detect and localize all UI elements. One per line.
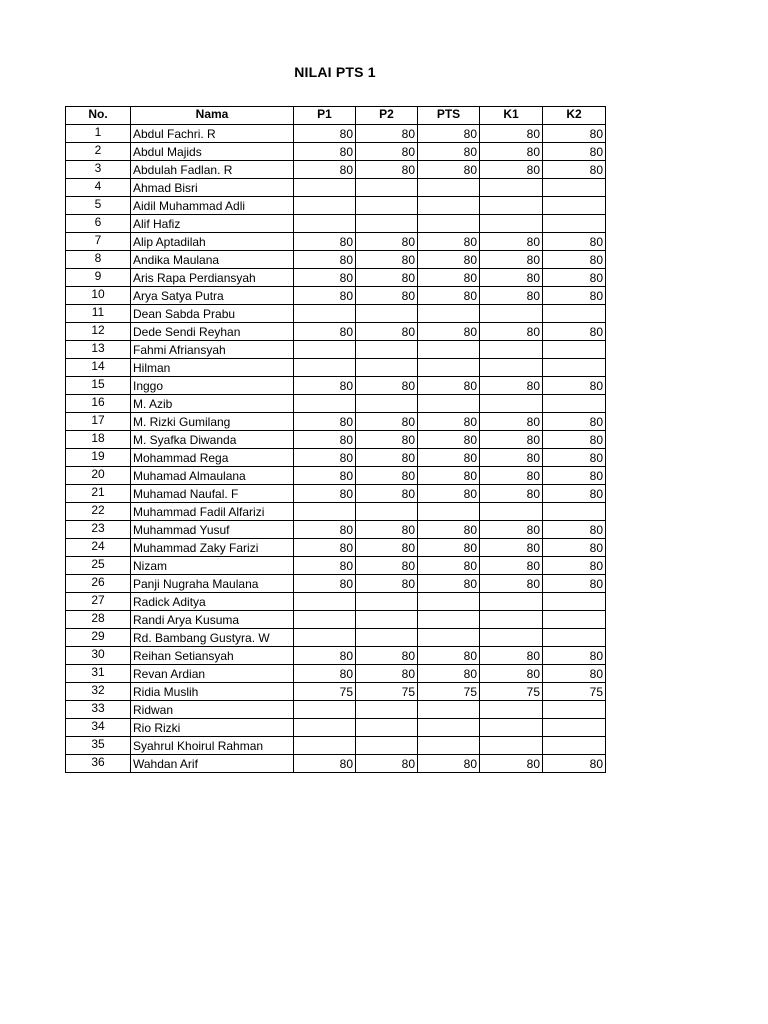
cell-pts: 80 — [418, 287, 480, 305]
cell-k2: 80 — [543, 467, 606, 485]
cell-nama: Muhamad Almaulana — [131, 467, 294, 485]
cell-p2 — [356, 179, 418, 197]
cell-nama: Revan Ardian — [131, 665, 294, 683]
cell-k1: 80 — [480, 125, 543, 143]
table-row — [66, 197, 606, 215]
header-nama: Nama — [131, 107, 294, 125]
table-row — [66, 341, 606, 359]
cell-p1: 80 — [294, 233, 356, 251]
cell-p2: 80 — [356, 323, 418, 341]
cell-k2 — [543, 395, 606, 413]
cell-nama: Aidil Muhammad Adli — [131, 197, 294, 215]
cell-k1 — [480, 359, 543, 377]
table-row — [66, 143, 606, 161]
cell-p1: 80 — [294, 323, 356, 341]
cell-k2: 80 — [543, 287, 606, 305]
cell-pts — [418, 503, 480, 521]
cell-p1 — [294, 503, 356, 521]
cell-no: 26 — [66, 575, 131, 593]
cell-p2: 80 — [356, 233, 418, 251]
cell-nama: Muhamad Naufal. F — [131, 485, 294, 503]
table-row — [66, 629, 606, 647]
cell-nama: Dean Sabda Prabu — [131, 305, 294, 323]
cell-no: 18 — [66, 431, 131, 449]
cell-p1: 80 — [294, 161, 356, 179]
cell-p1 — [294, 341, 356, 359]
cell-k1 — [480, 611, 543, 629]
cell-nama: Ahmad Bisri — [131, 179, 294, 197]
cell-k1: 75 — [480, 683, 543, 701]
cell-k1: 80 — [480, 377, 543, 395]
cell-p1: 80 — [294, 557, 356, 575]
cell-p1 — [294, 395, 356, 413]
cell-p2: 80 — [356, 125, 418, 143]
cell-k1: 80 — [480, 287, 543, 305]
cell-pts: 80 — [418, 647, 480, 665]
cell-p2 — [356, 719, 418, 737]
cell-k2 — [543, 611, 606, 629]
cell-k2: 80 — [543, 449, 606, 467]
cell-k1 — [480, 395, 543, 413]
cell-p1: 80 — [294, 431, 356, 449]
cell-no: 32 — [66, 683, 131, 701]
cell-p2 — [356, 503, 418, 521]
table-row — [66, 413, 606, 431]
cell-p1 — [294, 359, 356, 377]
cell-pts: 80 — [418, 377, 480, 395]
cell-p2: 80 — [356, 143, 418, 161]
cell-no: 23 — [66, 521, 131, 539]
cell-p1: 80 — [294, 665, 356, 683]
cell-p1 — [294, 179, 356, 197]
cell-k2: 80 — [543, 323, 606, 341]
cell-nama: Inggo — [131, 377, 294, 395]
cell-k2 — [543, 629, 606, 647]
cell-p1: 80 — [294, 575, 356, 593]
cell-pts: 80 — [418, 575, 480, 593]
cell-k2: 80 — [543, 125, 606, 143]
cell-nama: Panji Nugraha Maulana — [131, 575, 294, 593]
cell-no: 9 — [66, 269, 131, 287]
cell-nama: M. Syafka Diwanda — [131, 431, 294, 449]
cell-k2: 80 — [543, 413, 606, 431]
cell-k1 — [480, 593, 543, 611]
cell-k1 — [480, 197, 543, 215]
cell-k2 — [543, 341, 606, 359]
header-pts: PTS — [418, 107, 480, 125]
cell-no: 31 — [66, 665, 131, 683]
table-row — [66, 431, 606, 449]
cell-k1: 80 — [480, 647, 543, 665]
cell-p2: 80 — [356, 269, 418, 287]
table-row — [66, 395, 606, 413]
cell-k1: 80 — [480, 413, 543, 431]
cell-nama: Muhammad Yusuf — [131, 521, 294, 539]
cell-p1: 80 — [294, 143, 356, 161]
cell-p1: 80 — [294, 269, 356, 287]
cell-p1 — [294, 611, 356, 629]
cell-p1: 80 — [294, 413, 356, 431]
cell-p1 — [294, 305, 356, 323]
table-row — [66, 503, 606, 521]
table-row — [66, 467, 606, 485]
cell-no: 15 — [66, 377, 131, 395]
cell-p1 — [294, 593, 356, 611]
cell-k2: 80 — [543, 233, 606, 251]
table-row — [66, 719, 606, 737]
cell-k1: 80 — [480, 539, 543, 557]
cell-pts: 75 — [418, 683, 480, 701]
cell-k2: 80 — [543, 485, 606, 503]
cell-p1 — [294, 719, 356, 737]
table-row — [66, 125, 606, 143]
cell-pts: 80 — [418, 161, 480, 179]
table-row — [66, 377, 606, 395]
cell-no: 33 — [66, 701, 131, 719]
cell-p1 — [294, 629, 356, 647]
cell-p1 — [294, 737, 356, 755]
cell-k2: 80 — [543, 161, 606, 179]
cell-p1: 80 — [294, 125, 356, 143]
cell-p2: 80 — [356, 647, 418, 665]
cell-p1: 80 — [294, 377, 356, 395]
cell-k1: 80 — [480, 143, 543, 161]
cell-k2: 80 — [543, 431, 606, 449]
cell-nama: Hilman — [131, 359, 294, 377]
table-row — [66, 305, 606, 323]
table-row — [66, 593, 606, 611]
cell-no: 28 — [66, 611, 131, 629]
cell-p2 — [356, 197, 418, 215]
cell-no: 29 — [66, 629, 131, 647]
cell-p1: 75 — [294, 683, 356, 701]
cell-k2: 80 — [543, 647, 606, 665]
cell-k2 — [543, 305, 606, 323]
cell-k1: 80 — [480, 161, 543, 179]
cell-p2: 80 — [356, 557, 418, 575]
cell-pts: 80 — [418, 539, 480, 557]
cell-pts — [418, 341, 480, 359]
cell-pts: 80 — [418, 467, 480, 485]
header-k1: K1 — [480, 107, 543, 125]
cell-no: 20 — [66, 467, 131, 485]
cell-p2 — [356, 737, 418, 755]
header-p1: P1 — [294, 107, 356, 125]
cell-p2: 80 — [356, 161, 418, 179]
cell-k1: 80 — [480, 269, 543, 287]
cell-k1 — [480, 719, 543, 737]
cell-no: 16 — [66, 395, 131, 413]
cell-k2 — [543, 359, 606, 377]
cell-p1 — [294, 197, 356, 215]
cell-k2 — [543, 737, 606, 755]
table-row — [66, 611, 606, 629]
cell-k2: 80 — [543, 269, 606, 287]
table-row — [66, 521, 606, 539]
header-p2: P2 — [356, 107, 418, 125]
cell-p2: 80 — [356, 377, 418, 395]
cell-no: 8 — [66, 251, 131, 269]
cell-pts: 80 — [418, 665, 480, 683]
cell-pts — [418, 629, 480, 647]
header-no: No. — [66, 107, 131, 125]
cell-k2 — [543, 701, 606, 719]
cell-p2 — [356, 629, 418, 647]
cell-k1: 80 — [480, 233, 543, 251]
table-row — [66, 215, 606, 233]
cell-pts: 80 — [418, 269, 480, 287]
cell-k2: 75 — [543, 683, 606, 701]
cell-nama: Alip Aptadilah — [131, 233, 294, 251]
table-row — [66, 449, 606, 467]
cell-no: 17 — [66, 413, 131, 431]
cell-no: 22 — [66, 503, 131, 521]
cell-pts — [418, 719, 480, 737]
cell-p1: 80 — [294, 755, 356, 773]
cell-nama: Syahrul Khoirul Rahman — [131, 737, 294, 755]
cell-k2: 80 — [543, 557, 606, 575]
table-row — [66, 485, 606, 503]
cell-nama: M. Rizki Gumilang — [131, 413, 294, 431]
cell-k2 — [543, 719, 606, 737]
table-row — [66, 647, 606, 665]
cell-no: 30 — [66, 647, 131, 665]
cell-p2 — [356, 611, 418, 629]
table-row — [66, 755, 606, 773]
cell-p1: 80 — [294, 287, 356, 305]
cell-k1: 80 — [480, 521, 543, 539]
cell-k2 — [543, 215, 606, 233]
cell-nama: Andika Maulana — [131, 251, 294, 269]
cell-nama: Randi Arya Kusuma — [131, 611, 294, 629]
cell-k1 — [480, 737, 543, 755]
cell-k2: 80 — [543, 755, 606, 773]
cell-p2: 80 — [356, 485, 418, 503]
cell-pts — [418, 701, 480, 719]
table-row — [66, 737, 606, 755]
cell-nama: Fahmi Afriansyah — [131, 341, 294, 359]
cell-k2 — [543, 593, 606, 611]
cell-k2: 80 — [543, 251, 606, 269]
page-title: NILAI PTS 1 — [294, 64, 376, 80]
table-row — [66, 557, 606, 575]
cell-nama: Radick Aditya — [131, 593, 294, 611]
table-row — [66, 161, 606, 179]
cell-k1: 80 — [480, 431, 543, 449]
cell-p2: 80 — [356, 575, 418, 593]
cell-p1: 80 — [294, 539, 356, 557]
cell-nama: Mohammad Rega — [131, 449, 294, 467]
cell-pts: 80 — [418, 485, 480, 503]
cell-pts: 80 — [418, 557, 480, 575]
cell-nama: Abdul Fachri. R — [131, 125, 294, 143]
cell-no: 7 — [66, 233, 131, 251]
table-row — [66, 359, 606, 377]
cell-p2 — [356, 701, 418, 719]
cell-nama: Arya Satya Putra — [131, 287, 294, 305]
cell-p2: 80 — [356, 521, 418, 539]
table-row — [66, 251, 606, 269]
cell-p2: 80 — [356, 467, 418, 485]
cell-no: 2 — [66, 143, 131, 161]
cell-no: 14 — [66, 359, 131, 377]
cell-nama: M. Azib — [131, 395, 294, 413]
cell-p2: 80 — [356, 431, 418, 449]
cell-k1 — [480, 305, 543, 323]
cell-no: 5 — [66, 197, 131, 215]
cell-k1 — [480, 179, 543, 197]
cell-pts: 80 — [418, 251, 480, 269]
cell-p1: 80 — [294, 467, 356, 485]
cell-k1 — [480, 629, 543, 647]
cell-no: 24 — [66, 539, 131, 557]
table-row — [66, 665, 606, 683]
table-row — [66, 701, 606, 719]
cell-no: 27 — [66, 593, 131, 611]
cell-pts — [418, 179, 480, 197]
cell-no: 1 — [66, 125, 131, 143]
cell-no: 25 — [66, 557, 131, 575]
cell-k2: 80 — [543, 377, 606, 395]
cell-p2: 80 — [356, 539, 418, 557]
cell-k1 — [480, 701, 543, 719]
table-row — [66, 179, 606, 197]
cell-no: 11 — [66, 305, 131, 323]
cell-no: 10 — [66, 287, 131, 305]
cell-nama: Aris Rapa Perdiansyah — [131, 269, 294, 287]
table-row — [66, 575, 606, 593]
cell-pts — [418, 395, 480, 413]
cell-nama: Dede Sendi Reyhan — [131, 323, 294, 341]
cell-pts: 80 — [418, 143, 480, 161]
cell-pts: 80 — [418, 449, 480, 467]
cell-no: 6 — [66, 215, 131, 233]
cell-pts: 80 — [418, 431, 480, 449]
cell-no: 36 — [66, 755, 131, 773]
cell-pts — [418, 737, 480, 755]
cell-pts — [418, 215, 480, 233]
cell-k1 — [480, 215, 543, 233]
cell-nama: Alif Hafiz — [131, 215, 294, 233]
cell-p2: 80 — [356, 449, 418, 467]
table-row — [66, 683, 606, 701]
cell-p1 — [294, 215, 356, 233]
table-body — [66, 125, 606, 773]
table-row — [66, 287, 606, 305]
cell-k1: 80 — [480, 557, 543, 575]
cell-p1: 80 — [294, 647, 356, 665]
table-row — [66, 269, 606, 287]
cell-p1: 80 — [294, 251, 356, 269]
cell-k2 — [543, 197, 606, 215]
cell-k2: 80 — [543, 521, 606, 539]
cell-nama: Reihan Setiansyah — [131, 647, 294, 665]
cell-nama: Abdulah Fadlan. R — [131, 161, 294, 179]
cell-nama: Rd. Bambang Gustyra. W — [131, 629, 294, 647]
grades-table — [65, 106, 606, 773]
cell-no: 34 — [66, 719, 131, 737]
cell-pts: 80 — [418, 233, 480, 251]
cell-no: 4 — [66, 179, 131, 197]
cell-no: 21 — [66, 485, 131, 503]
cell-k2: 80 — [543, 575, 606, 593]
cell-p2: 80 — [356, 665, 418, 683]
cell-pts — [418, 611, 480, 629]
cell-p2 — [356, 215, 418, 233]
cell-no: 35 — [66, 737, 131, 755]
cell-nama: Muhammad Fadil Alfarizi — [131, 503, 294, 521]
cell-pts: 80 — [418, 521, 480, 539]
cell-p1: 80 — [294, 449, 356, 467]
table-row — [66, 323, 606, 341]
cell-pts — [418, 359, 480, 377]
cell-k2 — [543, 503, 606, 521]
cell-pts: 80 — [418, 413, 480, 431]
cell-k2 — [543, 179, 606, 197]
cell-p2: 80 — [356, 251, 418, 269]
cell-pts: 80 — [418, 125, 480, 143]
cell-k2: 80 — [543, 143, 606, 161]
cell-p2: 80 — [356, 413, 418, 431]
cell-p2 — [356, 395, 418, 413]
cell-p2 — [356, 593, 418, 611]
cell-no: 3 — [66, 161, 131, 179]
cell-k1: 80 — [480, 251, 543, 269]
cell-nama: Wahdan Arif — [131, 755, 294, 773]
cell-pts — [418, 305, 480, 323]
cell-no: 12 — [66, 323, 131, 341]
cell-no: 19 — [66, 449, 131, 467]
cell-k1: 80 — [480, 323, 543, 341]
cell-k1: 80 — [480, 485, 543, 503]
header-row — [66, 107, 606, 125]
header-k2: K2 — [543, 107, 606, 125]
cell-nama: Nizam — [131, 557, 294, 575]
cell-nama: Abdul Majids — [131, 143, 294, 161]
cell-k1: 80 — [480, 449, 543, 467]
cell-nama: Ridwan — [131, 701, 294, 719]
cell-nama: Muhammad Zaky Farizi — [131, 539, 294, 557]
cell-p1 — [294, 701, 356, 719]
cell-k2: 80 — [543, 665, 606, 683]
cell-p2 — [356, 305, 418, 323]
cell-pts — [418, 593, 480, 611]
cell-k2: 80 — [543, 539, 606, 557]
cell-p2 — [356, 359, 418, 377]
table-row — [66, 233, 606, 251]
cell-p1: 80 — [294, 521, 356, 539]
cell-nama: Ridia Muslih — [131, 683, 294, 701]
table-row — [66, 539, 606, 557]
cell-k1 — [480, 503, 543, 521]
cell-k1: 80 — [480, 467, 543, 485]
cell-k1: 80 — [480, 665, 543, 683]
cell-p2 — [356, 341, 418, 359]
cell-nama: Rio Rizki — [131, 719, 294, 737]
cell-pts: 80 — [418, 323, 480, 341]
cell-k1: 80 — [480, 755, 543, 773]
cell-p1: 80 — [294, 485, 356, 503]
cell-k1 — [480, 341, 543, 359]
cell-pts: 80 — [418, 755, 480, 773]
cell-p2: 80 — [356, 287, 418, 305]
cell-k1: 80 — [480, 575, 543, 593]
cell-no: 13 — [66, 341, 131, 359]
cell-p2: 80 — [356, 755, 418, 773]
cell-pts — [418, 197, 480, 215]
cell-p2: 75 — [356, 683, 418, 701]
